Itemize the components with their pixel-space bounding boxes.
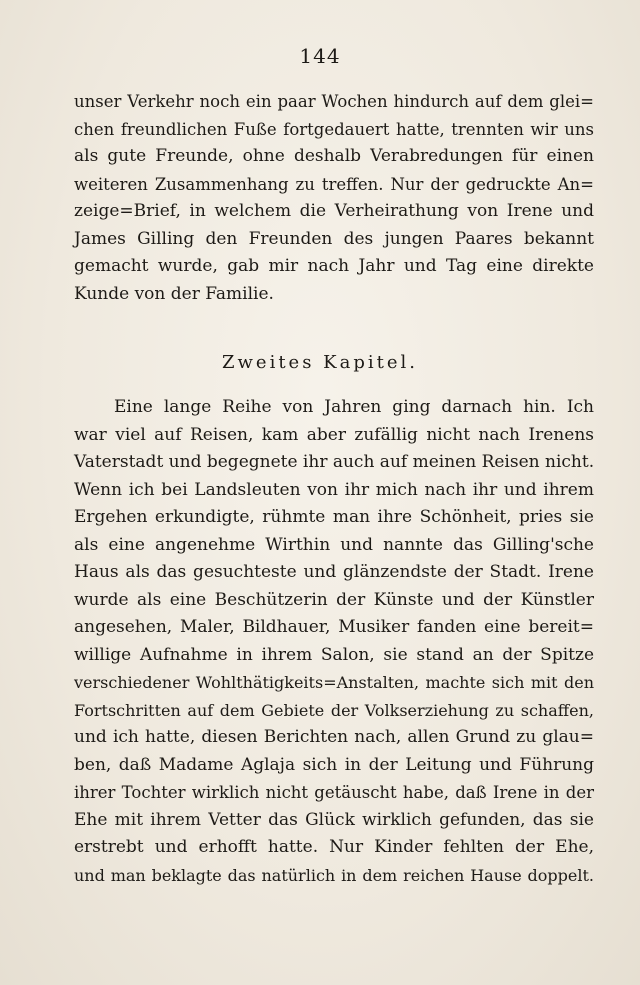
- page-number: 144: [299, 44, 341, 68]
- text-line: chen freundlichen Fuße fortgedauert hatte, trennten wir uns: [74, 119, 594, 139]
- text-line: Wenn ich bei Landsleuten von ihr mich nach ihr und ihrem: [74, 479, 594, 500]
- chapter-paragraph: [74, 394, 594, 889]
- text-line: James Gilling den Freunden des jungen Paares bekannt: [74, 228, 594, 249]
- text-line: war viel auf Reisen, kam aber zufällig nicht nach Irenens: [74, 424, 594, 445]
- text-line: Fortschritten auf dem Gebiete der Volkserziehung zu schaffen,: [74, 700, 594, 720]
- text-line: angesehen, Maler, Bildhauer, Musiker fanden eine bereit=: [74, 617, 594, 637]
- text-line: Vaterstadt und begegnete ihr auch auf meinen Reisen nicht.: [74, 452, 595, 472]
- text-line: als eine angenehme Wirthin und nannte das Gilling'sche: [74, 534, 594, 555]
- paragraph-continuation: [74, 88, 594, 308]
- text-line: ben, daß Madame Aglaja sich in der Leitung und Führung: [74, 754, 594, 775]
- text-line: als gute Freunde, ohne deshalb Verabredungen für einen: [74, 146, 594, 166]
- text-line: willige Aufnahme in ihrem Salon, sie stand an der Spitze: [74, 644, 594, 665]
- text-line: Ergehen erkundigte, rühmte man ihre Schönheit, pries sie: [74, 507, 594, 527]
- text-line: gemacht wurde, gab mir nach Jahr und Tag eine direkte: [74, 256, 594, 276]
- text-line: und man beklagte das natürlich in dem reichen Hause doppelt.: [74, 865, 594, 885]
- text-line: Ehe mit ihrem Vetter das Glück wirklich gefunden, das sie: [74, 809, 594, 830]
- text-line: unser Verkehr noch ein paar Wochen hindurch auf dem glei=: [74, 92, 594, 111]
- text-line: und ich hatte, diesen Berichten nach, allen Grund zu glau=: [74, 727, 594, 747]
- text-line: weiteren Zusammenhang zu treffen. Nur der gedruckte An=: [74, 174, 594, 194]
- text-line: wurde als eine Beschützerin der Künste und der Künstler: [74, 589, 594, 610]
- text-line: zeige=Brief, in welchem die Verheirathung von Irene und: [74, 201, 594, 221]
- text-line: Eine lange Reihe von Jahren ging darnach hin. Ich: [114, 397, 594, 417]
- chapter-heading: Zweites Kapitel.: [222, 352, 418, 373]
- text-line: verschiedener Wohlthätigkeits=Anstalten, machte sich mit den: [74, 673, 594, 692]
- text-line: Haus als das gesuchteste und glänzendste der Stadt. Irene: [74, 562, 594, 582]
- text-line: ihrer Tochter wirklich nicht getäuscht habe, daß Irene in der: [74, 783, 594, 802]
- text-line: Kunde von der Familie.: [74, 283, 274, 304]
- text-line: erstrebt und erhofft hatte. Nur Kinder fehlten der Ehe,: [74, 837, 594, 857]
